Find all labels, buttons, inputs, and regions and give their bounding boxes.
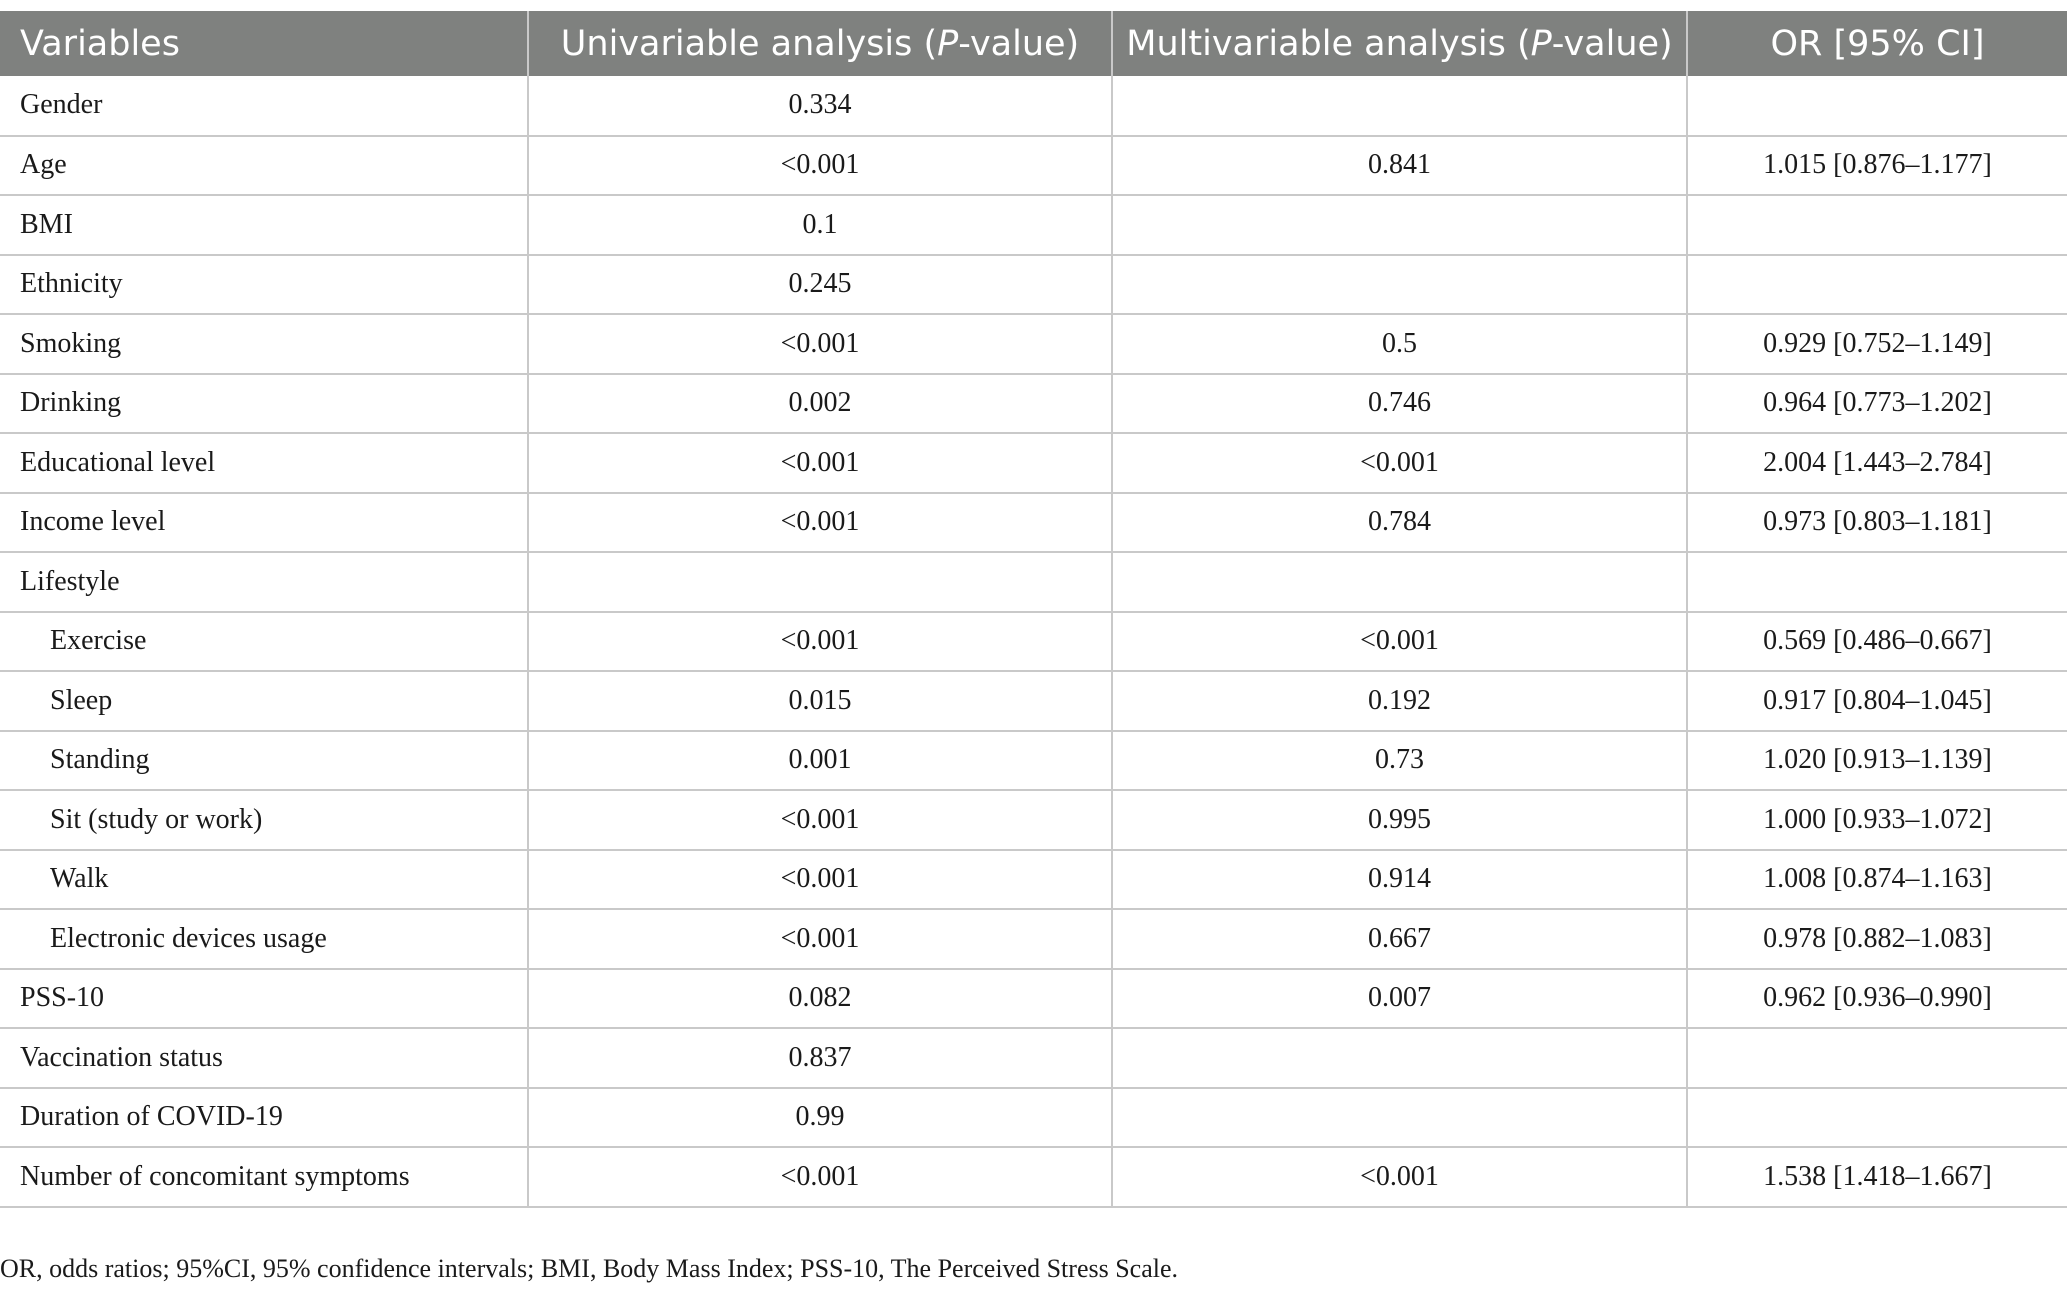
cell-univariable: <0.001 <box>528 790 1112 850</box>
p-italic: P <box>1530 23 1552 64</box>
table-row <box>0 552 2067 612</box>
cell-univariable: 0.002 <box>528 374 1112 434</box>
cell-univariable: 0.837 <box>528 1028 1112 1088</box>
cell-variable: Electronic devices usage <box>0 909 528 969</box>
cell-or-ci: 2.004 [1.443–2.784] <box>1687 433 2067 493</box>
cell-multivariable: <0.001 <box>1112 1147 1687 1207</box>
header-row <box>0 11 2067 76</box>
cell-multivariable: 0.784 <box>1112 493 1687 553</box>
cell-or-ci <box>1687 1028 2067 1088</box>
table-row <box>0 493 2067 553</box>
cell-multivariable: <0.001 <box>1112 433 1687 493</box>
table-row <box>0 374 2067 434</box>
cell-multivariable <box>1112 255 1687 315</box>
cell-variable: Lifestyle <box>0 552 528 612</box>
cell-variable: Standing <box>0 731 528 791</box>
cell-or-ci: 1.000 [0.933–1.072] <box>1687 790 2067 850</box>
cell-variable: Sit (study or work) <box>0 790 528 850</box>
table-row <box>0 671 2067 731</box>
cell-or-ci: 0.962 [0.936–0.990] <box>1687 969 2067 1029</box>
cell-univariable: <0.001 <box>528 136 1112 196</box>
cell-univariable: <0.001 <box>528 909 1112 969</box>
cell-univariable <box>528 552 1112 612</box>
table-row <box>0 909 2067 969</box>
cell-univariable: 0.1 <box>528 195 1112 255</box>
cell-univariable: <0.001 <box>528 850 1112 910</box>
cell-or-ci: 0.569 [0.486–0.667] <box>1687 612 2067 672</box>
cell-multivariable <box>1112 195 1687 255</box>
cell-univariable: 0.001 <box>528 731 1112 791</box>
table-row <box>0 136 2067 196</box>
cell-variable: Duration of COVID-19 <box>0 1088 528 1148</box>
cell-multivariable: 0.914 <box>1112 850 1687 910</box>
cell-or-ci: 0.973 [0.803–1.181] <box>1687 493 2067 553</box>
cell-multivariable: 0.73 <box>1112 731 1687 791</box>
cell-univariable: 0.245 <box>528 255 1112 315</box>
cell-univariable: 0.082 <box>528 969 1112 1029</box>
header-multivariable: Multivariable analysis (P-value) <box>1112 11 1687 76</box>
cell-univariable: <0.001 <box>528 612 1112 672</box>
cell-multivariable: 0.841 <box>1112 136 1687 196</box>
cell-variable: Vaccination status <box>0 1028 528 1088</box>
cell-variable: Walk <box>0 850 528 910</box>
cell-univariable: 0.99 <box>528 1088 1112 1148</box>
results-table-container <box>0 11 2067 1208</box>
p-italic: P <box>937 23 959 64</box>
cell-or-ci <box>1687 195 2067 255</box>
cell-or-ci <box>1687 76 2067 136</box>
cell-multivariable: 0.5 <box>1112 314 1687 374</box>
table-row <box>0 433 2067 493</box>
table-row <box>0 255 2067 315</box>
cell-multivariable: 0.667 <box>1112 909 1687 969</box>
cell-multivariable <box>1112 1028 1687 1088</box>
table-row <box>0 1028 2067 1088</box>
cell-or-ci: 1.020 [0.913–1.139] <box>1687 731 2067 791</box>
cell-variable: Income level <box>0 493 528 553</box>
cell-or-ci: 1.015 [0.876–1.177] <box>1687 136 2067 196</box>
cell-or-ci: 0.978 [0.882–1.083] <box>1687 909 2067 969</box>
table-row <box>0 612 2067 672</box>
cell-multivariable: 0.746 <box>1112 374 1687 434</box>
cell-variable: Sleep <box>0 671 528 731</box>
cell-variable: Smoking <box>0 314 528 374</box>
results-table <box>0 11 2067 1208</box>
cell-multivariable <box>1112 1088 1687 1148</box>
cell-multivariable <box>1112 552 1687 612</box>
cell-multivariable <box>1112 76 1687 136</box>
table-row <box>0 314 2067 374</box>
cell-variable: PSS-10 <box>0 969 528 1029</box>
cell-variable: BMI <box>0 195 528 255</box>
cell-variable: Gender <box>0 76 528 136</box>
cell-or-ci <box>1687 552 2067 612</box>
cell-or-ci: 1.008 [0.874–1.163] <box>1687 850 2067 910</box>
table-row <box>0 76 2067 136</box>
cell-or-ci <box>1687 255 2067 315</box>
table-footnote: OR, odds ratios; 95%CI, 95% confidence intervals; BMI, Body Mass Index; PSS-10, The Perceived Stress Scale. <box>0 1254 1179 1283</box>
cell-variable: Age <box>0 136 528 196</box>
cell-or-ci: 1.538 [1.418–1.667] <box>1687 1147 2067 1207</box>
cell-multivariable: 0.995 <box>1112 790 1687 850</box>
table-row <box>0 790 2067 850</box>
cell-variable: Ethnicity <box>0 255 528 315</box>
header-variables: Variables <box>0 11 528 76</box>
cell-multivariable: 0.007 <box>1112 969 1687 1029</box>
cell-or-ci: 0.917 [0.804–1.045] <box>1687 671 2067 731</box>
cell-univariable: <0.001 <box>528 314 1112 374</box>
table-row <box>0 731 2067 791</box>
cell-variable: Educational level <box>0 433 528 493</box>
cell-univariable: <0.001 <box>528 1147 1112 1207</box>
cell-univariable: <0.001 <box>528 493 1112 553</box>
table-row <box>0 850 2067 910</box>
cell-variable: Drinking <box>0 374 528 434</box>
cell-univariable: 0.334 <box>528 76 1112 136</box>
table-row <box>0 1088 2067 1148</box>
cell-or-ci: 0.929 [0.752–1.149] <box>1687 314 2067 374</box>
header-or-ci: OR [95% CI] <box>1687 11 2067 76</box>
cell-multivariable: 0.192 <box>1112 671 1687 731</box>
cell-univariable: <0.001 <box>528 433 1112 493</box>
cell-variable: Number of concomitant symptoms <box>0 1147 528 1207</box>
table-row <box>0 1147 2067 1207</box>
cell-univariable: 0.015 <box>528 671 1112 731</box>
cell-variable: Exercise <box>0 612 528 672</box>
table-header <box>0 11 2067 76</box>
table-body <box>0 76 2067 1207</box>
cell-or-ci <box>1687 1088 2067 1148</box>
cell-multivariable: <0.001 <box>1112 612 1687 672</box>
header-univariable: Univariable analysis (P-value) <box>528 11 1112 76</box>
cell-or-ci: 0.964 [0.773–1.202] <box>1687 374 2067 434</box>
table-row <box>0 969 2067 1029</box>
table-row <box>0 195 2067 255</box>
